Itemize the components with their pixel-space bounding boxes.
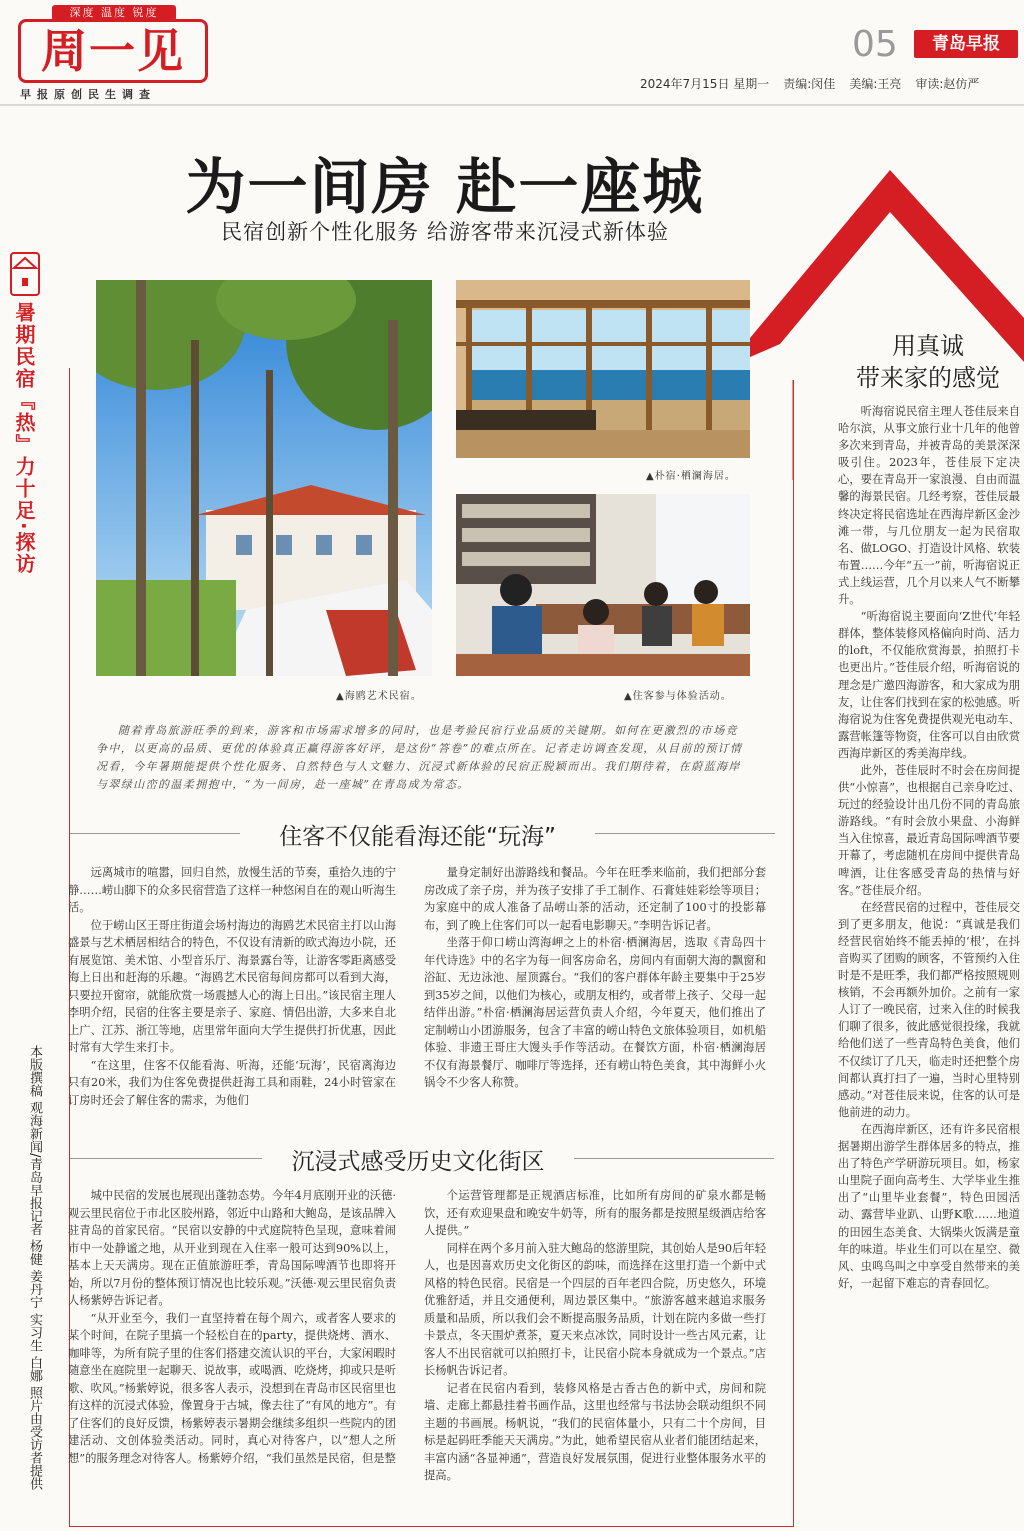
series-label (10, 252, 44, 576)
section1-column-1 (68, 864, 396, 1109)
sidebar-para: 在经营民宿的过程中，苍佳辰交到了更多朋友，他说：“真诚是我们经营民宿始终不能丢掉的‘根’，在抖音购买了团购的顾客，不管预约入住时是不是旺季，我们都严格按照规则核销，不会再额外加价。之前有一家人订了一晚民宿，过来入住的时候我们聊了很多，彼此感觉很投缘，我就给他们送了一些青岛特色美食，他们不仅续订了几天，临走时还把整个房间都认真打扫了一遍，当时心里特别感动。”对苍佳辰来说，住客的认可是他前进的动力。 (838, 900, 1020, 1119)
section1-rule-left (70, 833, 240, 834)
page-number: 05 (852, 24, 898, 65)
section2-column-1 (68, 1187, 396, 1467)
section2-rule-left (70, 1158, 262, 1159)
column-logo-subtitle: 早报原创民生调查 (20, 88, 156, 101)
house-icon (10, 252, 40, 296)
photo-seagull-art-homestay (96, 280, 432, 676)
section2-col2-para: 个运营管理都是正规酒店标准，比如所有房间的矿泉水都是畅饮，还有欢迎果盘和晚安牛奶等，所有的服务都是按照星级酒店给客人提供。” (424, 1189, 766, 1237)
sidebar-column (838, 403, 1020, 1292)
section2-title: 沉浸式感受历史文化街区 (291, 1149, 545, 1175)
section2-col1-para: 城中民宿的发展也展现出蓬勃态势。今年4月底刚开业的沃德·观云里民宿位于市北区胶州路，邻近中山路和大鲍岛，是该品牌入驻青岛的首家民宿。“民宿以安静的中式庭院特色呈现，意味着闹市中一处静谧之地，从开业到现在入住率一般可达到90%以上，基本上天天满房。现在正值旅游旺季，青岛国际啤酒节也即将开始，所以7月份的整体预订情况也比较乐观。”沃德·观云里民宿负责人杨紫婷告诉记者。 (68, 1189, 396, 1307)
section2-col1-para: “从开业至今，我们一直坚持着在每个周六，或者客人要求的某个时间，在院子里搞一个轻松自在的party，提供烧烤、酒水、咖啡等，为所有院子里的住客们搭建交流认识的平台，大家闲暇时随意坐在庭院里一起聊天、说故事，或喝酒、吃烧烤，抑或只是听歌、吹风。”杨紫婷说，很多客人表示，没想到在青岛市区民宿里也有这样的沉浸式体验，像置身于古城，像去往了“有风的地方”。有了住客们的良好反馈，杨紫婷表示暑期会继续多组织一些院内的团建活动、文创体验类活动。同时，真心对待客户，以“想人之所想”的服务理念对待客人。杨紫婷介绍，“我们虽然是民宿，但是整 (68, 1311, 396, 1465)
sidebar-title-line1: 用真诚 (892, 332, 964, 360)
photo-caption-activities: ▲住客参与体验活动。 (624, 691, 732, 702)
issue-date: 2024年7月15日 星期一 (640, 77, 770, 91)
column-logo: 周一见 (18, 19, 208, 83)
sidebar-para: 此外，苍佳辰时不时会在房间提供“小惊喜”，也根据自己亲身吃过、玩过的经验设计出几份不同的青岛旅游路线。“有时会放小果盘、小海鲜当入住惊喜，最近青岛国际啤酒节要开幕了，考虑随机在房间中提供青岛啤酒，让住客感受青岛的热情与好客。”苍佳辰介绍。 (838, 763, 1020, 897)
frame-right-rule (793, 380, 794, 1527)
photo-caption-qilan: ▲朴宿·栖澜海居。 (646, 471, 736, 482)
sidebar-para: 在西海岸新区，还有许多民宿根据暑期出游学生群体居多的特点，推出了特色产学研游玩项目。如，杨家山里院子面向高考生、大学毕业生推出了“山里毕业套餐”，特色田园活动、露营毕业趴、山野K歌……地道的田园生态美食、大锅柴火饭满是童年的味道。毕业生们可以在星空、微风、虫鸣鸟叫之中享受自然带来的美好，一起留下难忘的青春回忆。 (838, 1122, 1020, 1290)
section1-column-2 (424, 864, 766, 1092)
section1-col1-para: 远离城市的喧嚣，回归自然，放慢生活的节奏，重拾久违的宁静……崂山脚下的众多民宿营造了这样一种悠闲自在的观山听海生活。 (68, 866, 396, 914)
art-editor-credit: 美编:王亮 (849, 77, 902, 91)
sidebar-title (838, 330, 1018, 394)
newspaper-brand: 青岛早报 (914, 30, 1018, 58)
section1-col2-para: 量身定制好出游路线和餐品。今年在旺季来临前，我们把部分套房改成了亲子房，并为孩子安排了手工制作、石膏娃娃彩绘等项目；为家庭中的成人准备了品崂山茶的活动，还定制了100寸的投影幕布，到了晚上住客们可以一起看电影聊天。”李明告诉记者。 (424, 866, 766, 932)
section1-col1-para: “在这里，住客不仅能看海、听海，还能‘玩海’，民宿离海边只有20米，我们为住客免费提供赶海工具和雨鞋，24小时管家在订房时还会了解住客的需求，为他们 (68, 1058, 396, 1107)
sidebar-para: “听海宿说主要面向‘Z世代’年轻群体，整体装修风格偏向时尚、活力的loft，不仅能欣赏海景，拍照打卡也更出片。”苍佳辰介绍，听海宿说的理念是广邀四海游客，和大家成为朋友，让住客们找到在家的松弛感。听海宿说为住客免费提供观光电动车、露营帐篷等物资，住客可以自由欣赏西海岸新区的秀美海岸线。 (838, 610, 1020, 760)
photo-caption-seagull: ▲海鸥艺术民宿。 (336, 691, 422, 702)
sidebar-title-line2: 带来家的感觉 (856, 364, 1000, 392)
photo-qilan-seaside-interior (456, 280, 750, 458)
lead-paragraph: 随着青岛旅游旺季的到来，游客和市场需求增多的同时，也是考验民宿行业品质的关键期。如何在更激烈的市场竞争中，以更高的品质、更优的体验真正赢得游客好评，是这份“答卷”的难点所在。记者走访调查发现，从目前的预订情况看，今年暑期能提供个性化服务、自然特色与人文魅力、沉浸式新体验的民宿正脱颖而出。我们期待着，在蔚蓝海岸与翠绿山峦的温柔拥抱中，“为一间房，赴一座城”在青岛成为常态。 (96, 724, 743, 791)
frame-bottom-rule (69, 1526, 793, 1527)
section2-column-2 (424, 1187, 766, 1485)
photo-guest-activities (456, 494, 750, 676)
proofreader-credit: 审读:赵仿严 (915, 77, 980, 91)
section2-col2-para: 记者在民宿内看到，装修风格是古香古色的新中式，房间和院墙、走廊上都悬挂着书画作品，这里也经常与书法协会联动组织不同主题的书画展。杨帆说，“我们的民宿体量小，只有二十个房间，目标是起码旺季能天天满房。”为此，她希望民宿从业者们能团结起来，丰富内涵“各显神通”，营造良好发展氛围，促进行业整体服务水平的提高。 (424, 1381, 766, 1482)
section2-rule-right (574, 1158, 774, 1159)
sidebar-para: 听海宿说民宿主理人苍佳辰来自哈尔滨，从事文旅行业十几年的他曾多次来到青岛，并被青岛的美景深深吸引住。2023年，苍佳辰下定决心，要在青岛开一家浪漫、自由而温馨的海景民宿。几经考察，苍佳辰最终决定将民宿选址在西海岸新区金沙滩一带，与几位朋友一起为民宿取名、做LOGO、打造设计风格、软装布置……今年“五一”前，听海宿说正式上线运营，几个月以来人气不断攀升。 (838, 405, 1020, 607)
subheadline: 民宿创新个性化服务 给游客带来沉浸式新体验 (221, 220, 669, 244)
headline: 为一间房 赴一座城 (185, 153, 705, 223)
series-title: 暑期民宿『热』力十足·探访 (12, 302, 36, 576)
section2-col2-para: 同样在两个多月前入驻大鲍岛的悠游里院，其创始人是90后年轻人，也是因喜欢历史文化街区的韵味，而选择在这里打造一个新中式风格的特色民宿。民宿是一个四层的百年老四合院，历史悠久，环境优雅舒适，并且交通便利，周边景区集中。“旅游客越来越追求服务质量和品质，所以我们会不断提高服务品质，计划在院内多做一些打卡景点，冬天围炉煮茶，夏天来点冰饮，同时设计一些古风元素，让客人不出民宿就可以拍照打卡，让民宿小院本身就成为一个景点。”店长杨帆告诉记者。 (424, 1241, 766, 1377)
editor-credit: 责编:闵佳 (783, 77, 836, 91)
section1-title: 住客不仅能看海还能“玩海” (279, 824, 556, 850)
byline-credits: 本版撰稿 观海新闻/青岛早报记者 杨健 姜丹宁 实习生 白娜 照片由受访者提供 (27, 1045, 42, 1491)
section1-rule-right (595, 833, 775, 834)
section1-col1-para: 位于崂山区王哥庄街道会场村海边的海鸥艺术民宿主打以山海盛景与艺术栖居相结合的特色，不仅设有清新的欧式海边小院，还有展览馆、美术馆、小型音乐厅、海景露台等，让游客零距离感受海上日出和赶海的乐趣。“海鸥艺术民宿每间房都可以看到大海，只要拉开窗帘，就能欣赏一场震撼人心的海上日出。”该民宿主理人李明介绍，民宿的住客主要是亲子、家庭、情侣出游，大多来自北上广、江苏、浙江等地，店里常年面向大学生提供打折优惠，因此时常有大学生来打卡。 (68, 918, 396, 1054)
section1-col2-para: 坐落于仰口崂山湾海岬之上的朴宿·栖澜海居，选取《青岛四十年代诗选》中的名字为每一间客房命名，房间内有面朝大海的飘窗和浴缸、无边泳池、屋顶露台。“我们的客户群体年龄主要集中于25岁到35岁之间，以他们为核心，或朋友相约，或者带上孩子、父母一起结伴出游。”朴宿·栖澜海居运营负责人介绍，今年夏天，他们推出了定制崂山小团游服务，包含了丰富的崂山特色文旅体验项目，如机船体验、非遗王哥庄大馒头手作等活动。在餐饮方面，朴宿·栖澜海居不仅有海景餐厅、咖啡厅等选择，还有崂山特色美食，其中海鲜小火锅令不少客人称赞。 (424, 936, 766, 1089)
masthead-tag: 深度 温度 锐度 (52, 5, 176, 21)
